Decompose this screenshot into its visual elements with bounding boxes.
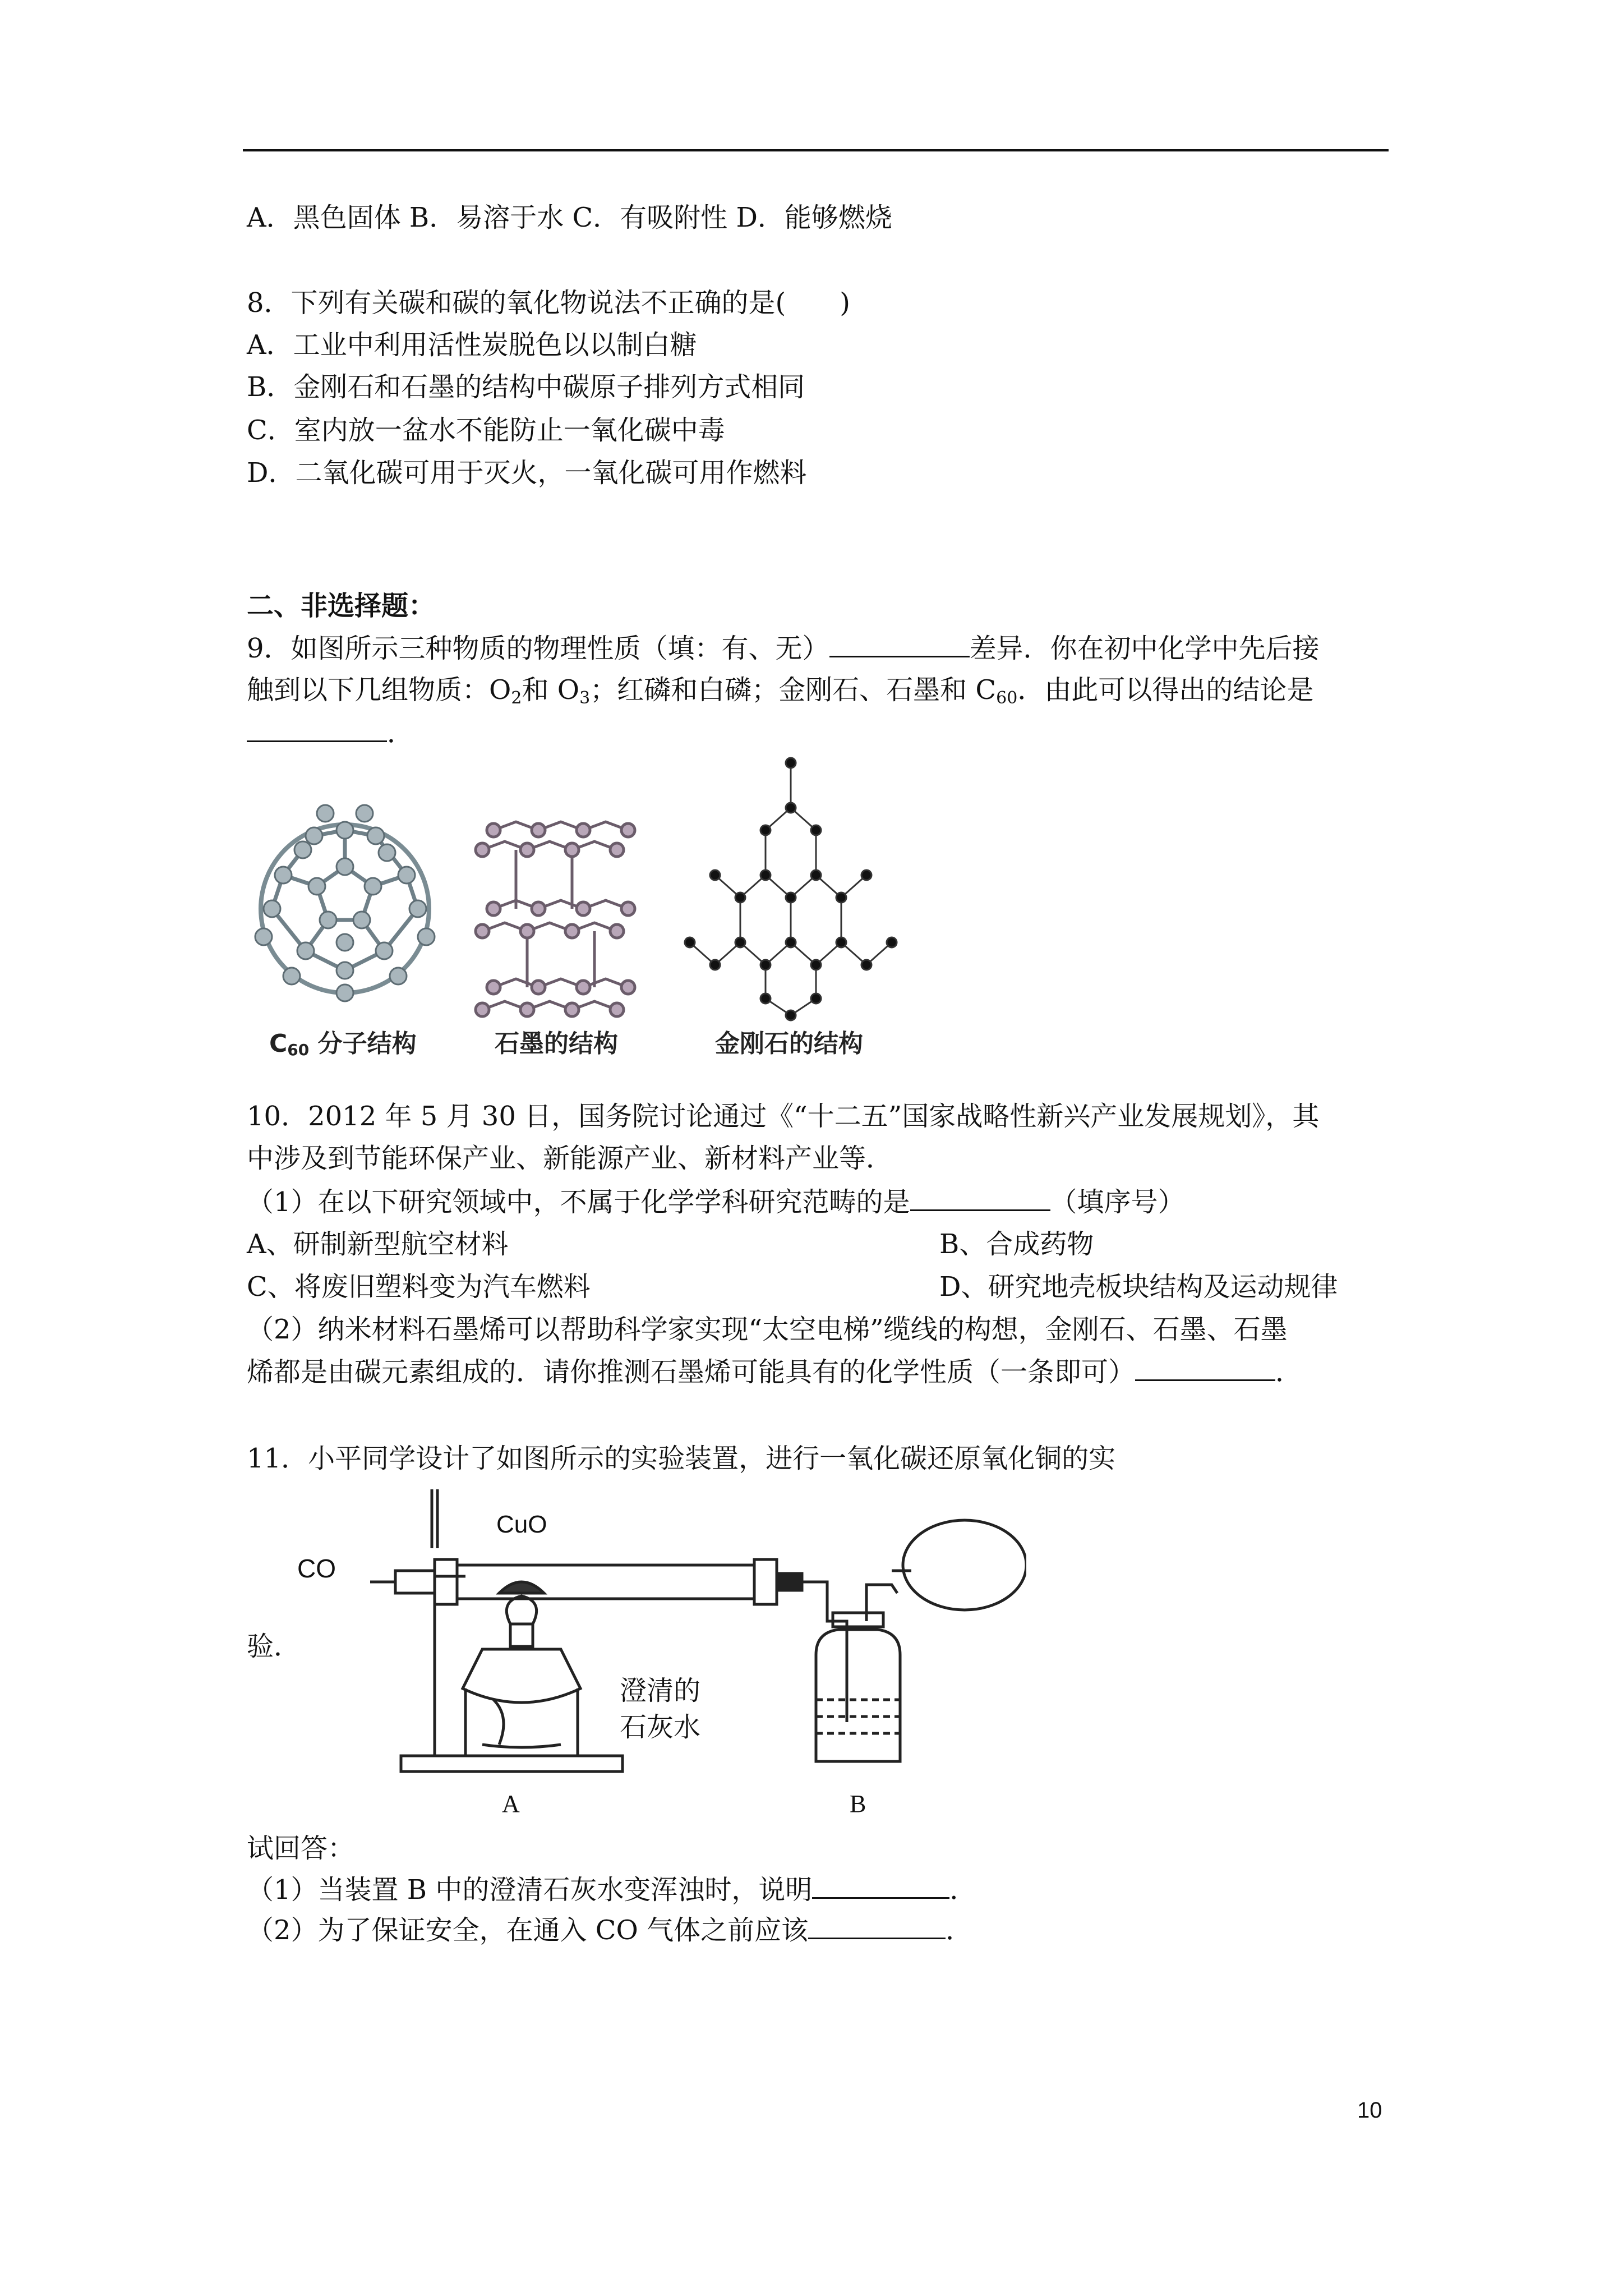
o3-subscript: 3 [579, 688, 591, 708]
q10-options-row-2 [247, 1270, 1338, 1304]
label-b: B [850, 1790, 866, 1818]
q9-text-b: 差异．你在初中化学中先后接 [969, 633, 1320, 664]
o2-subscript: 2 [511, 688, 522, 708]
q11-answer-blank-2[interactable] [808, 1913, 946, 1939]
q10-answer-blank-1[interactable] [910, 1185, 1050, 1211]
q10-part1-text: （1）在以下研究领域中，不属于化学学科研究范畴的是 [247, 1186, 910, 1218]
q11-part1-end: ． [949, 1874, 977, 1906]
q11-part1 [247, 1872, 976, 1907]
q10-part2-line-1: （2）纳米材料石墨烯可以帮助科学家实现“太空电梯”缆线的构想，金刚石、石墨、石墨 [247, 1314, 1288, 1345]
q10-part2-line-2 [247, 1355, 1302, 1389]
label-cuo: CuO [496, 1511, 547, 1538]
label-limewater-1: 澄清的 [620, 1675, 701, 1706]
section-title: 二、非选择题： [247, 590, 436, 622]
label-co: CO [297, 1554, 336, 1583]
q9-answer-blank-1[interactable] [829, 631, 970, 657]
q11-line-2: 验． [247, 1631, 301, 1662]
header-rule [243, 149, 1389, 151]
carbon-allotropes-figure [241, 746, 914, 1066]
q10-part1-hint: （填序号） [1050, 1186, 1185, 1218]
collection-balloon [903, 1520, 1026, 1610]
stand-base [401, 1756, 623, 1772]
q11-part1-text: （1）当装置 B 中的澄清石灰水变浑浊时，说明 [247, 1874, 813, 1906]
q11-part2-end: ． [946, 1915, 973, 1946]
q9-text-a: 9．如图所示三种物质的物理性质（填：有、无） [247, 633, 829, 664]
q9-text-c: 触到以下几组物质：O [247, 674, 511, 706]
q7-options: A．黑色固体 B．易溶于水 C．有吸附性 D．能够燃烧 [247, 202, 892, 233]
q10-option-a: A、研制新型航空材料 [247, 1228, 509, 1260]
graphite-caption: 石墨的结构 [495, 1029, 618, 1058]
q10-line-1: 10．2012 年 5 月 30 日，国务院讨论通过《“十二五”国家战略性新兴产业发展规划》，其 [247, 1101, 1320, 1132]
q11-answer-blank-1[interactable] [812, 1872, 949, 1899]
c60-subscript: 60 [996, 688, 1018, 708]
q10-option-c: C、将废旧塑料变为汽车燃料 [247, 1271, 591, 1303]
q11-answer-prompt: 试回答： [247, 1833, 355, 1864]
q10-options-row-1 [247, 1227, 1094, 1261]
q11-part2 [247, 1913, 972, 1947]
q10-line-2: 中涉及到节能环保产业、新能源产业、新材料产业等． [247, 1143, 893, 1174]
q9-text-d: 和 O [522, 674, 580, 706]
q9-line-3 [247, 716, 414, 750]
q9-text-e: ；红磷和白磷；金刚石、石墨和 C [590, 674, 997, 706]
c60-caption: C60 分子结构 [269, 1029, 417, 1059]
q8-option-d: D．二氧化碳可用于灭火，一氧化碳可用作燃料 [247, 457, 807, 489]
diamond-lattice-illustration [685, 758, 897, 1020]
cuo-sample [499, 1582, 544, 1593]
graphite-layers-illustration [476, 822, 635, 1016]
q9-line-2 [247, 673, 1313, 707]
label-a: A [502, 1790, 520, 1818]
q10-answer-blank-2[interactable] [1135, 1355, 1275, 1381]
q9-line-end: ． [387, 717, 414, 749]
q9-answer-blank-2[interactable] [247, 716, 387, 742]
c60-molecule-illustration [255, 805, 435, 1001]
alcohol-lamp [463, 1649, 580, 1703]
diamond-caption: 金刚石的结构 [715, 1029, 863, 1058]
q8-stem: 8．下列有关碳和碳的氧化物说法不正确的是( ) [247, 287, 850, 319]
gas-bottle [816, 1630, 900, 1761]
q11-line-1: 11．小平同学设计了如图所示的实验装置，进行一氧化碳还原氧化铜的实 [247, 1443, 1116, 1474]
q10-part2-text: 烯都是由碳元素组成的．请你推测石墨烯可能具有的化学性质（一条即可） [247, 1356, 1136, 1388]
q10-option-b: B、合成药物 [939, 1228, 1094, 1260]
page-number: 10 [1357, 2098, 1382, 2123]
q8-option-c: C．室内放一盆水不能防止一氧化碳中毒 [247, 415, 725, 446]
q9-line-1 [247, 631, 1320, 665]
q11-part2-text: （2）为了保证安全，在通入 CO 气体之前应该 [247, 1915, 809, 1946]
q8-option-b: B．金刚石和石墨的结构中碳原子排列方式相同 [247, 371, 805, 403]
q8-option-a: A．工业中利用活性炭脱色以以制白糖 [247, 329, 697, 361]
q10-option-d: D、研究地壳板块结构及运动规律 [939, 1271, 1338, 1303]
q10-part2-end: ． [1275, 1356, 1303, 1388]
q10-part1 [247, 1185, 1185, 1219]
label-limewater-2: 石灰水 [620, 1711, 701, 1743]
q9-text-f: ．由此可以得出的结论是 [1017, 674, 1314, 706]
co-reduction-apparatus-figure [297, 1481, 1026, 1829]
